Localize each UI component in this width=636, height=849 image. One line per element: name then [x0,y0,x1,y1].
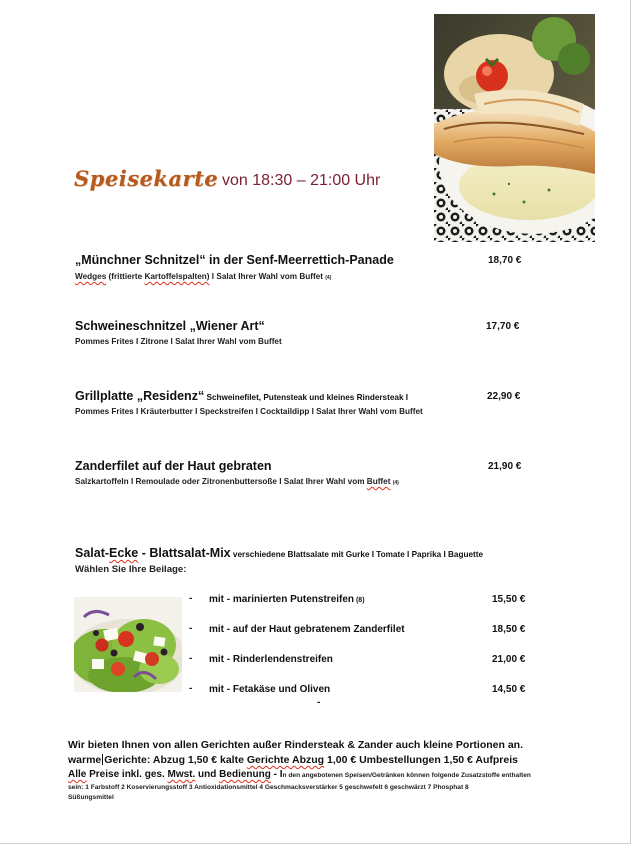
service-time: von 18:30 – 21:00 Uhr [222,172,381,189]
footer-prices-note: Alle Preise inkl. ges. Mwst. und Bedienung - In den angebotenen Speisen/Getränken können folgende Zusatzstoffe enthalten [68,769,531,780]
footer-price-adjustments: warme Gerichte: Abzug 1,50 € kalte Gerichte Abzug 1,00 € Umbestellungen 1,50 € Aufpreis [68,754,518,766]
footer-additives-list: sein: 1 Farbstoff 2 Koservierungsstoff 3 Antioxidationsmittel 4 Geschmacksverstärker 5 geschwefelt 6 geschwärzt 7 Phosphat 8 [68,784,469,791]
dish-description: Wedges (frittierte Kartoffelspalten) I Salat Ihrer Wahl vom Buffet (4) [75,272,332,281]
dish-price: 17,70 € [486,321,520,332]
dish-name: „Münchner Schnitzel“ in der Senf-Meerrettich-Panade [75,253,394,267]
footer-additives-list-end: Süßungsmittel [68,794,114,801]
dish-price: 21,90 € [488,461,522,472]
footer-portions-note: Wir bieten Ihnen von allen Gerichten außer Rindersteak & Zander auch kleine Portionen an. [68,739,524,751]
dish-description: Pommes Frites I Kräuterbutter I Speckstreifen I Cocktaildipp I Salat Ihrer Wahl vom Buffet [75,407,423,416]
dish-price: 22,90 € [487,391,521,402]
option-label: mit - Fetakäse und Oliven [209,684,331,695]
option-price: 14,50 € [492,684,526,695]
option-price: 21,00 € [492,654,526,665]
dish-name: Zanderfilet auf der Haut gebraten [75,459,272,473]
option-price: 18,50 € [492,624,526,635]
dish-description: Salzkartoffeln I Remoulade oder Zitronenbuttersoße I Salat Ihrer Wahl vom Buffet (4) [75,477,399,486]
option-bullet: - [189,623,193,634]
salad-bowl-photo [74,597,182,692]
menu-title: Speisekarte [74,166,219,191]
salad-title: Salat-Ecke - Blattsalat-Mix verschiedene Blattsalate mit Gurke I Tomate I Paprika I Baguette [75,546,484,560]
option-label: mit - marinierten Putenstreifen (8) [209,594,365,605]
dish-name: Grillplatte „Residenz“ Schweinefilet, Putensteak und kleines Rindersteak I [75,389,409,403]
fish-plate-photo [434,14,595,242]
option-label: mit - Rinderlendenstreifen [209,654,333,665]
dish-name: Schweineschnitzel „Wiener Art“ [75,319,265,333]
choose-side-label: Wählen Sie Ihre Beilage: [75,564,187,575]
dish-description: Pommes Frites I Zitrone I Salat Ihrer Wahl vom Buffet [75,337,282,346]
option-price: 15,50 € [492,594,526,605]
option-bullet: - [189,683,193,694]
dish-price: 18,70 € [488,255,522,266]
trailing-dash: - [317,697,321,708]
option-label: mit - auf der Haut gebratenem Zanderfilet [209,624,405,635]
option-bullet: - [189,593,193,604]
option-bullet: - [189,653,193,664]
